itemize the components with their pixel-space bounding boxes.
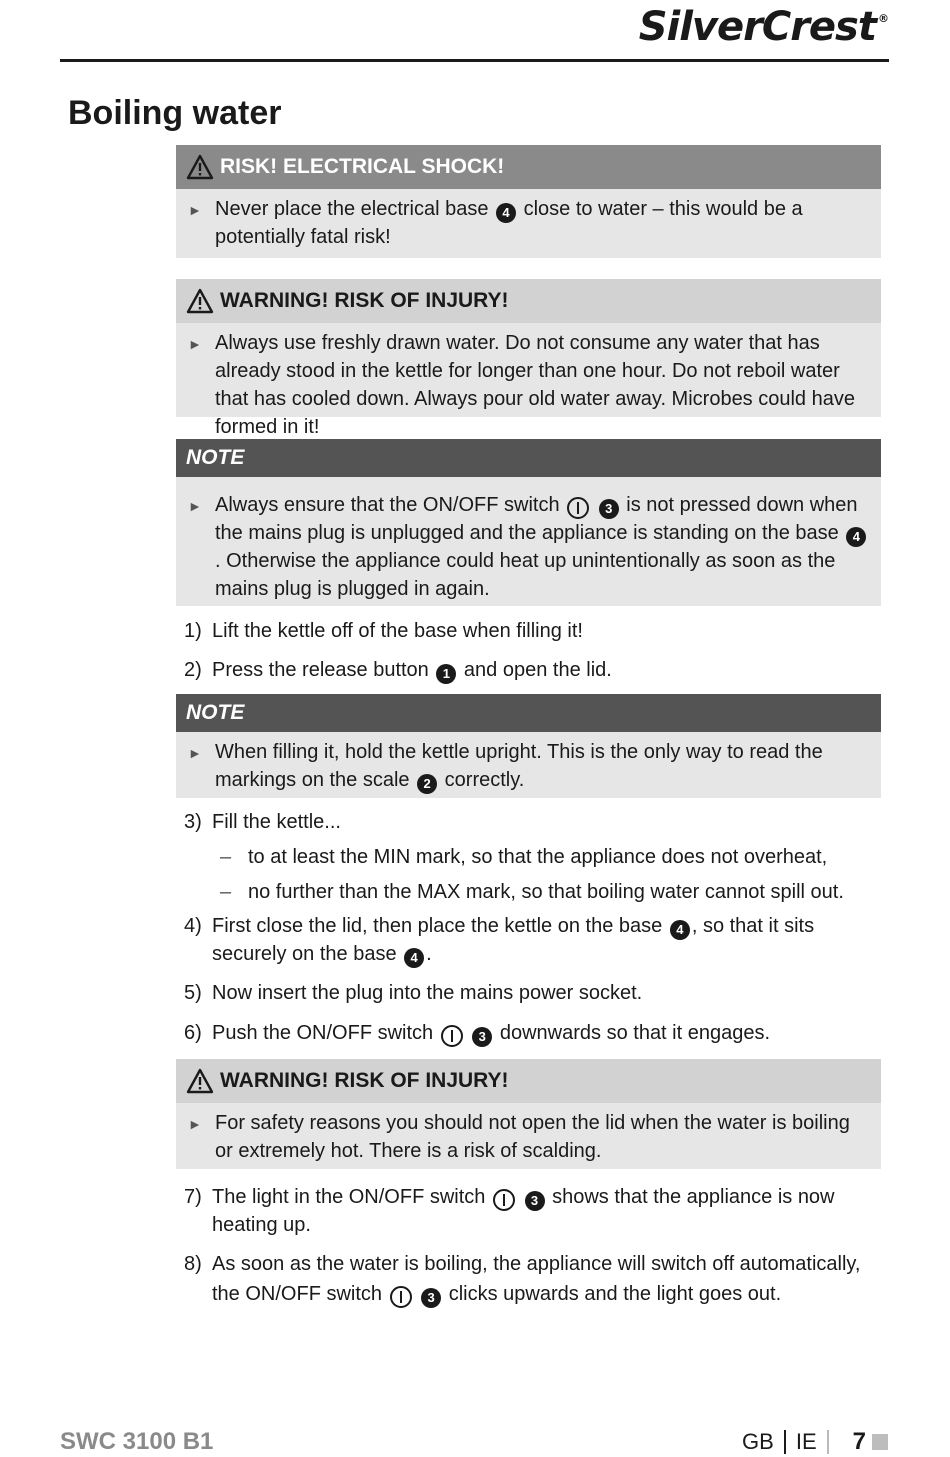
step-item: 7) The light in the ON/OFF switch 3 shows that the appliance is now heating up. — [184, 1186, 835, 1236]
power-switch-icon — [493, 1189, 515, 1211]
power-switch-icon — [390, 1286, 412, 1308]
language-ie: IE — [795, 1429, 817, 1454]
power-switch-icon — [567, 497, 589, 519]
step-item: 3) Fill the kettle... — [184, 811, 341, 833]
step-item: 1) Lift the kettle off of the base when filling it! — [184, 620, 583, 642]
note-heading: NOTE — [176, 694, 881, 732]
model-number: SWC 3100 B1 — [60, 1428, 214, 1455]
warning-injury-box — [176, 279, 881, 438]
callout-number: 1 — [436, 664, 456, 684]
bullet-arrow-icon: ► — [188, 498, 202, 514]
callout-number: 3 — [421, 1288, 441, 1308]
box-heading-text: RISK! ELECTRICAL SHOCK! — [220, 155, 505, 178]
warning-icon — [186, 154, 214, 180]
callout-number: 3 — [525, 1191, 545, 1211]
bullet-arrow-icon: ► — [188, 336, 202, 352]
page-footer — [742, 1428, 888, 1456]
callout-number: 4 — [846, 527, 866, 547]
power-switch-icon — [441, 1025, 463, 1047]
bullet-item: ► Always use freshly drawn water. Do not consume any water that has already stood in the kettle for longer than one hour. Do not reboil water that has cooled down. Always pour old water away. Microbes could have formed in it! — [188, 329, 869, 441]
step-item: 5) Now insert the plug into the mains power socket. — [184, 982, 643, 1004]
note-heading: NOTE — [176, 439, 881, 477]
callout-number: 3 — [599, 499, 619, 519]
bullet-item: ► When filling it, hold the kettle upright. This is the only way to read the markings on the scale 2 correctly. — [188, 738, 869, 794]
bullet-item: ► For safety reasons you should not open the lid when the water is boiling or extremely hot. There is a risk of scalding. — [188, 1109, 869, 1165]
warning-icon — [186, 288, 214, 314]
warning-icon — [186, 1068, 214, 1094]
step-item: 6) Push the ON/OFF switch 3 downwards so that it engages. — [184, 1019, 884, 1047]
page-number: 7 — [852, 1428, 866, 1455]
sub-item: – to at least the MIN mark, so that the appliance does not overheat, — [220, 846, 828, 868]
callout-number: 2 — [417, 774, 437, 794]
bullet-arrow-icon: ► — [188, 202, 202, 218]
sub-item: – no further than the MAX mark, so that boiling water cannot spill out. — [220, 881, 844, 903]
box-heading-text: WARNING! RISK OF INJURY! — [220, 289, 509, 312]
bullet-item: ► Always ensure that the ON/OFF switch 3 is not pressed down when the mains plug is unplugged and the appliance is standing on the base 4. Otherwise the appliance could heat up unintentionally as soon as the mains plug is plugged in again. — [188, 491, 869, 603]
language-gb: GB — [742, 1429, 774, 1454]
divider — [827, 1430, 829, 1454]
callout-number: 4 — [404, 948, 424, 968]
bullet-arrow-icon: ► — [188, 745, 202, 761]
box-heading-text: WARNING! RISK OF INJURY! — [220, 1069, 509, 1092]
step-item: 2) Press the release button 1 and open the lid. — [184, 656, 884, 684]
step-item: 4) First close the lid, then place the kettle on the base 4 , so that it sits securely on the base 4 . — [184, 912, 884, 968]
callout-number: 3 — [472, 1027, 492, 1047]
bullet-item: ► Never place the electrical base 4 close to water – this would be a potentially fatal risk! — [188, 195, 869, 251]
callout-number: 4 — [670, 920, 690, 940]
page-title: Boiling water — [68, 94, 282, 132]
bullet-arrow-icon: ► — [188, 1116, 202, 1132]
step-item: 8) As soon as the water is boiling, the appliance will switch off automatically, the ON/OFF switch 3 clicks upwards and the light goes out. — [184, 1249, 884, 1309]
box-heading — [176, 1059, 881, 1103]
callout-number: 4 — [496, 203, 516, 223]
risk-electrical-shock-box — [176, 145, 881, 258]
note-box — [176, 439, 881, 606]
box-heading — [176, 145, 881, 189]
warning-injury-box — [176, 1059, 881, 1169]
header-rule — [60, 59, 889, 62]
divider — [784, 1430, 786, 1454]
page-marker — [872, 1434, 888, 1450]
box-heading — [176, 279, 881, 323]
brand-logo: SilverCrest ® — [638, 4, 888, 50]
note-box — [176, 694, 881, 798]
